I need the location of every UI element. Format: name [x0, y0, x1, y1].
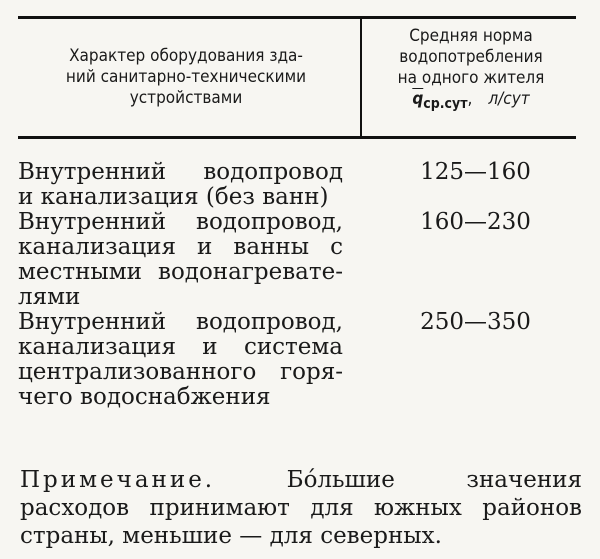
note-line: расходов принимают для южных районов: [20, 495, 582, 521]
symbol-q: $\overline{q}$: [412, 89, 424, 109]
desc-line: канализация и ванны с: [18, 234, 343, 260]
row-description: [18, 210, 343, 310]
column-header-equipment: [20, 46, 352, 109]
header-col1-line: ний санитарно-техническими: [65, 67, 307, 87]
desc-line: Внутренний водопровод,: [18, 209, 343, 235]
row-value: 250—350: [420, 309, 531, 335]
note-line: [20, 466, 582, 494]
header-col2-line: на одного жителя: [397, 68, 545, 88]
header-col2-formula: [368, 89, 574, 115]
note-text: Бóльшие значения: [286, 467, 582, 493]
header-col1-line: устройствами: [129, 88, 243, 108]
header-col2-line: Средняя норма: [409, 26, 533, 46]
desc-line: и канализация (без ванн): [18, 184, 329, 210]
symbol-subscript: ср.сут: [423, 96, 468, 112]
header-column-divider: [360, 16, 362, 136]
table-body: [18, 160, 578, 410]
row-value: 160—230: [420, 209, 531, 235]
desc-line: Внутренний водопровод: [18, 159, 343, 185]
symbol-comma: ,: [467, 89, 473, 109]
desc-line: Внутренний водопровод,: [18, 309, 343, 335]
desc-line: чего водоснабжения: [18, 384, 271, 410]
desc-line: местными водонагревате-: [18, 259, 343, 285]
table-row: [18, 210, 578, 310]
row-description: [18, 160, 343, 210]
table-note: [20, 466, 582, 550]
desc-line: лями: [18, 284, 81, 310]
column-header-norm: [368, 26, 574, 115]
row-description: [18, 310, 343, 410]
table-row: [18, 160, 578, 210]
desc-line: канализация и система: [18, 334, 343, 360]
table-top-rule: [18, 16, 576, 19]
header-bottom-rule: [18, 136, 576, 139]
unit-label: л/сут: [488, 89, 530, 109]
header-col1-line: Характер оборудования зда-: [69, 46, 303, 66]
desc-line: централизованного горя-: [18, 359, 343, 385]
header-col2-line: водопотребления: [399, 47, 543, 67]
table-row: [18, 310, 578, 410]
row-value: 125—160: [420, 159, 531, 185]
note-label: Примечание.: [20, 467, 216, 493]
note-line: страны, меньшие — для северных.: [20, 523, 442, 549]
